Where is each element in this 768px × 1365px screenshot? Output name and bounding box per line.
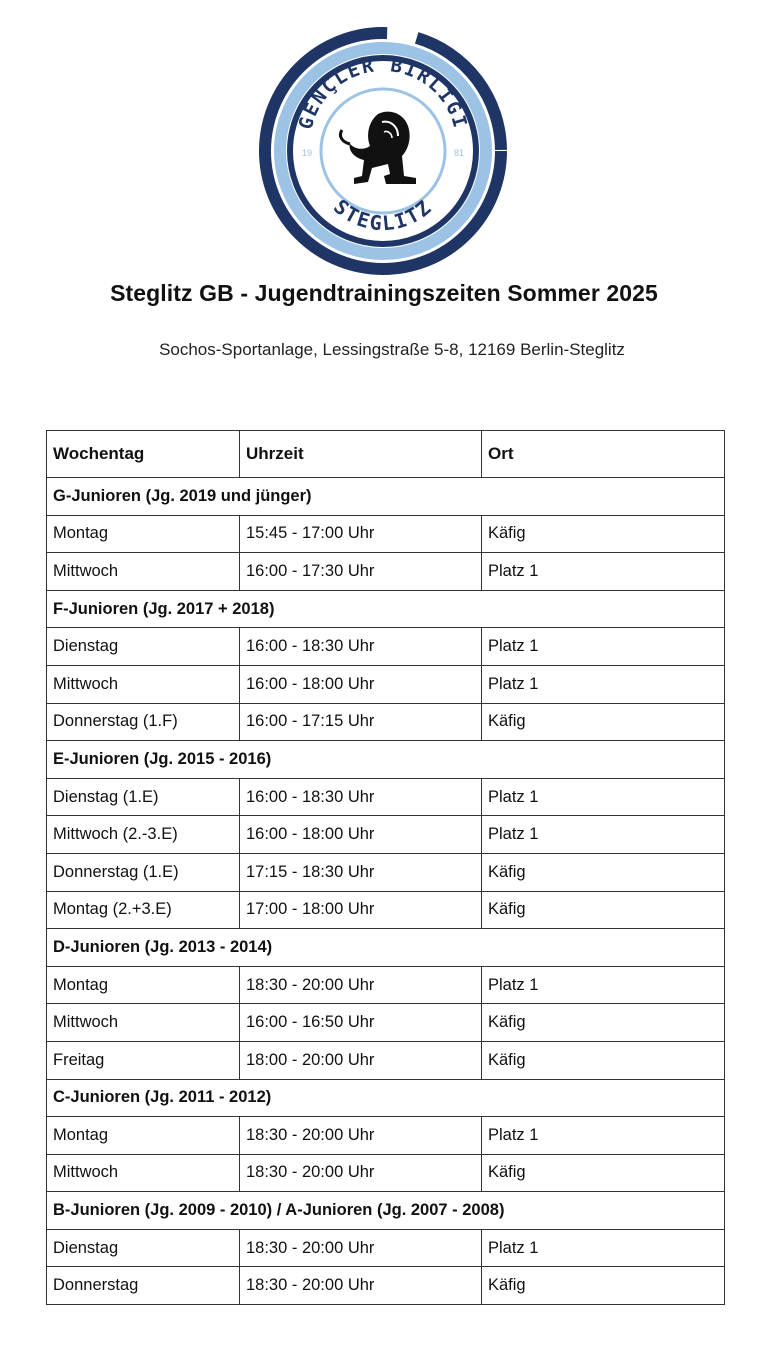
group-label: F-Junioren (Jg. 2017 + 2018) [47, 590, 725, 628]
time-cell: 15:45 - 17:00 Uhr [240, 515, 482, 553]
time-cell: 18:30 - 20:00 Uhr [240, 1117, 482, 1155]
location-cell: Platz 1 [482, 966, 725, 1004]
logo-bottom-text: STEGLITZ [329, 194, 437, 236]
location-cell: Platz 1 [482, 553, 725, 591]
column-header-wochentag: Wochentag [47, 431, 240, 478]
weekday-cell: Mittwoch (2.-3.E) [47, 816, 240, 854]
weekday-cell: Dienstag [47, 1229, 240, 1267]
group-row [47, 590, 725, 628]
weekday-cell: Mittwoch [47, 1154, 240, 1192]
location-cell: Käfig [482, 891, 725, 929]
weekday-cell: Dienstag (1.E) [47, 778, 240, 816]
time-cell: 16:00 - 17:30 Uhr [240, 553, 482, 591]
logo-year-left: 19 [302, 148, 313, 158]
table-row [47, 966, 725, 1004]
time-cell: 16:00 - 18:00 Uhr [240, 816, 482, 854]
time-cell: 16:00 - 18:30 Uhr [240, 628, 482, 666]
weekday-cell: Montag [47, 515, 240, 553]
location-cell: Käfig [482, 853, 725, 891]
table-row [47, 816, 725, 854]
club-logo [258, 26, 508, 276]
weekday-cell: Donnerstag (1.F) [47, 703, 240, 741]
column-header-ort: Ort [482, 431, 725, 478]
venue-address: Sochos-Sportanlage, Lessingstraße 5-8, 12169 Berlin-Steglitz [159, 340, 625, 359]
location-cell: Käfig [482, 1004, 725, 1042]
logo-year-right: 81 [454, 148, 465, 158]
table-row [47, 1154, 725, 1192]
table-row [47, 515, 725, 553]
time-cell: 16:00 - 17:15 Uhr [240, 703, 482, 741]
table-row [47, 703, 725, 741]
location-cell: Käfig [482, 703, 725, 741]
weekday-cell: Freitag [47, 1041, 240, 1079]
group-row [47, 929, 725, 967]
table-row [47, 1229, 725, 1267]
weekday-cell: Mittwoch [47, 553, 240, 591]
table-row [47, 1041, 725, 1079]
location-cell: Platz 1 [482, 778, 725, 816]
logo-top-text: GENÇLER BIRLIĞI [294, 54, 472, 132]
group-row [47, 478, 725, 516]
group-label: C-Junioren (Jg. 2011 - 2012) [47, 1079, 725, 1117]
time-cell: 17:15 - 18:30 Uhr [240, 853, 482, 891]
location-cell: Platz 1 [482, 628, 725, 666]
group-row [47, 741, 725, 779]
table-row [47, 553, 725, 591]
weekday-cell: Montag [47, 1117, 240, 1155]
weekday-cell: Mittwoch [47, 665, 240, 703]
column-header-uhrzeit: Uhrzeit [240, 431, 482, 478]
location-cell: Platz 1 [482, 816, 725, 854]
weekday-cell: Dienstag [47, 628, 240, 666]
time-cell: 16:00 - 18:00 Uhr [240, 665, 482, 703]
time-cell: 18:30 - 20:00 Uhr [240, 1267, 482, 1305]
table-row [47, 891, 725, 929]
location-cell: Käfig [482, 1041, 725, 1079]
group-row [47, 1192, 725, 1230]
group-label: B-Junioren (Jg. 2009 - 2010) / A-Junioren (Jg. 2007 - 2008) [47, 1192, 725, 1230]
location-cell: Platz 1 [482, 665, 725, 703]
time-cell: 18:00 - 20:00 Uhr [240, 1041, 482, 1079]
time-cell: 16:00 - 16:50 Uhr [240, 1004, 482, 1042]
group-row [47, 1079, 725, 1117]
time-cell: 18:30 - 20:00 Uhr [240, 966, 482, 1004]
table-row [47, 1117, 725, 1155]
weekday-cell: Montag [47, 966, 240, 1004]
table-row [47, 1004, 725, 1042]
group-label: E-Junioren (Jg. 2015 - 2016) [47, 741, 725, 779]
group-label: G-Junioren (Jg. 2019 und jünger) [47, 478, 725, 516]
table-row [47, 853, 725, 891]
table-row [47, 778, 725, 816]
group-label: D-Junioren (Jg. 2013 - 2014) [47, 929, 725, 967]
table-row [47, 628, 725, 666]
time-cell: 18:30 - 20:00 Uhr [240, 1229, 482, 1267]
time-cell: 17:00 - 18:00 Uhr [240, 891, 482, 929]
weekday-cell: Donnerstag (1.E) [47, 853, 240, 891]
table-header-row [47, 431, 725, 478]
table-row [47, 1267, 725, 1305]
time-cell: 16:00 - 18:30 Uhr [240, 778, 482, 816]
table-row [47, 665, 725, 703]
location-cell: Käfig [482, 515, 725, 553]
training-schedule-table [46, 430, 725, 1305]
weekday-cell: Donnerstag [47, 1267, 240, 1305]
location-cell: Platz 1 [482, 1229, 725, 1267]
weekday-cell: Mittwoch [47, 1004, 240, 1042]
location-cell: Käfig [482, 1154, 725, 1192]
page-title: Steglitz GB - Jugendtrainingszeiten Sommer 2025 [110, 280, 658, 306]
location-cell: Käfig [482, 1267, 725, 1305]
weekday-cell: Montag (2.+3.E) [47, 891, 240, 929]
location-cell: Platz 1 [482, 1117, 725, 1155]
time-cell: 18:30 - 20:00 Uhr [240, 1154, 482, 1192]
